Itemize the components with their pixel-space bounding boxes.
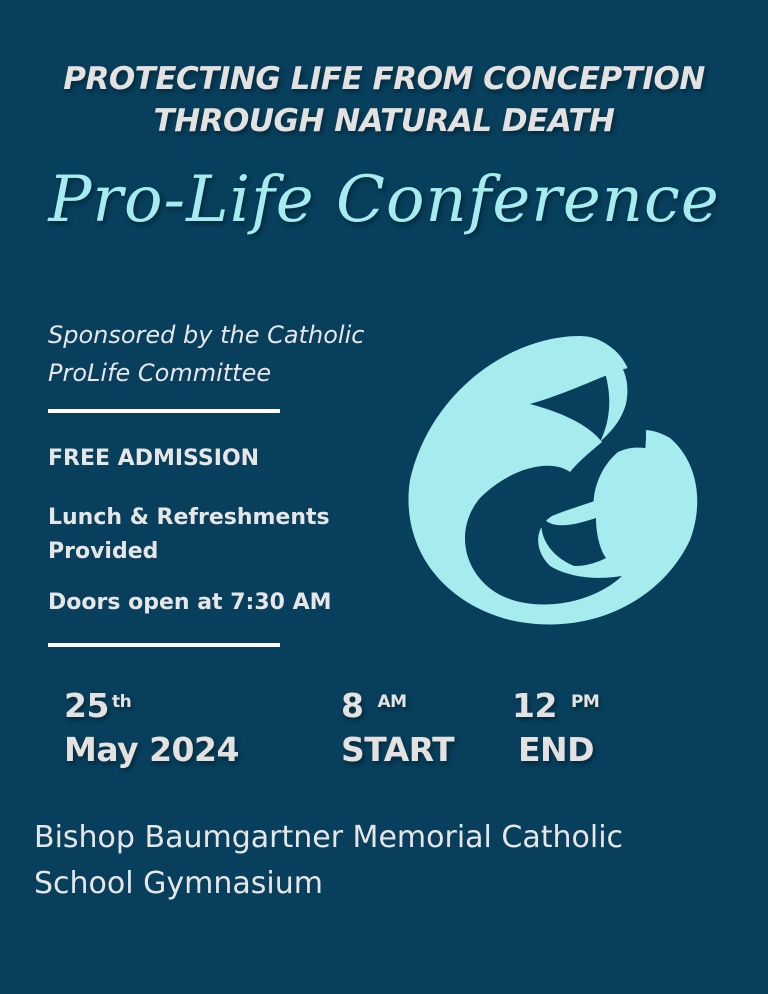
venue [34,815,734,907]
date-day-suffix: th [111,692,132,712]
event-title: Pro-Life Conference [48,163,720,237]
start-hour: 8 [341,686,364,725]
mother-and-child-icon [400,330,710,630]
headline-line-1: PROTECTING LIFE FROM CONCEPTION [63,61,705,97]
event-date [64,684,239,772]
date-day-line [64,684,239,728]
sponsor-line-2: ProLife Committee [48,359,272,387]
divider-bottom [48,643,280,647]
start-meridiem: AM [377,692,407,712]
start-time [341,684,454,772]
admission-text: FREE ADMISSION [48,446,260,471]
date-day: 25 [64,686,109,725]
end-label: END [518,730,595,769]
lunch-line-2: Provided [48,539,159,564]
end-hour: 12 [512,686,557,725]
end-time [512,684,599,772]
venue-line-2: School Gymnasium [34,866,323,901]
lunch-line-1: Lunch & Refreshments [48,505,330,530]
headline-line-2: THROUGH NATURAL DEATH [153,103,615,139]
sponsor-line-1: Sponsored by the Catholic [48,321,365,349]
start-hour-line [341,684,454,728]
date-month-year: May 2024 [64,730,239,769]
end-hour-line [512,684,599,728]
lunch-text [48,501,330,569]
headline [0,58,768,142]
end-meridiem: PM [570,692,600,712]
venue-line-1: Bishop Baumgartner Memorial Catholic [34,820,624,855]
sponsor-text [48,316,438,392]
divider-top [48,409,280,413]
doors-open-text: Doors open at 7:30 AM [48,590,332,615]
start-label: START [341,730,455,769]
